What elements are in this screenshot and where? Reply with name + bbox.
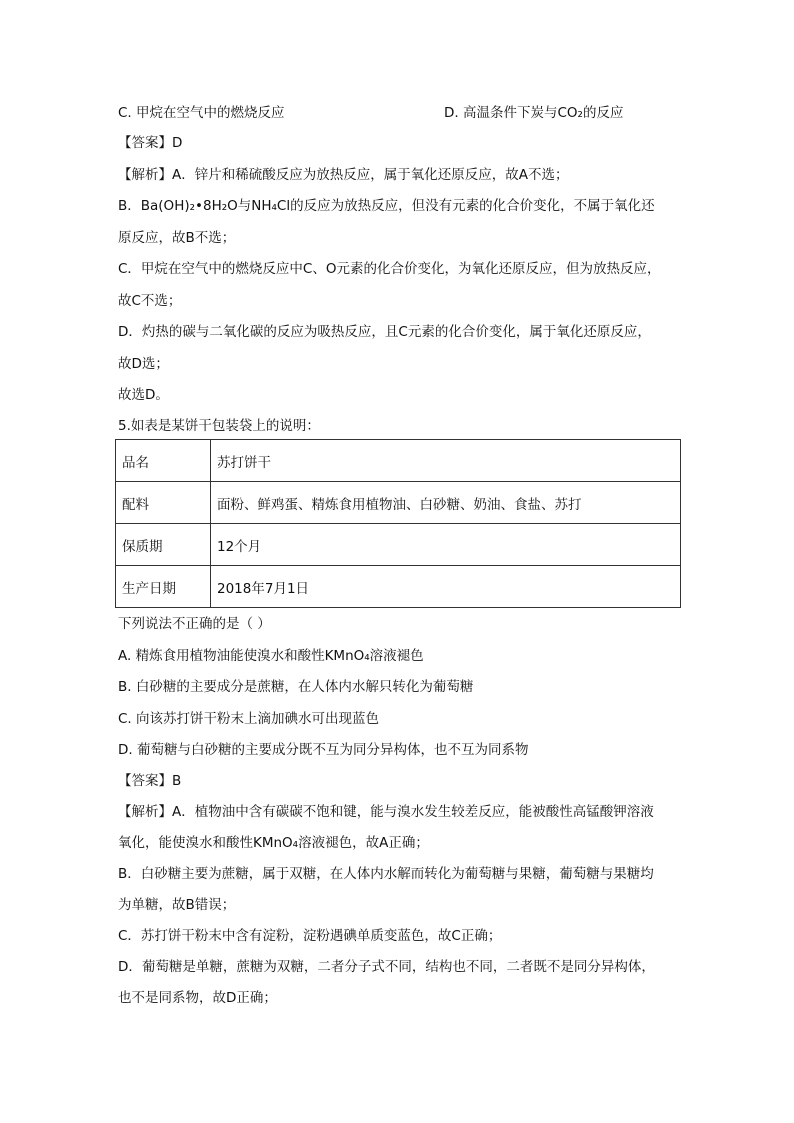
q4-explanation-line: 原反应，故B不选； (118, 230, 236, 246)
table-key: 生产日期 (116, 566, 211, 608)
biscuit-spec-table (115, 439, 681, 608)
q4-explanation-line: 故D选； (118, 356, 169, 372)
q5-option-a: A. 精炼食用植物油能使溴水和酸性KMnO₄溶液褪色 (118, 648, 424, 664)
table-key: 品名 (116, 440, 211, 482)
table-value: 苏打饼干 (211, 440, 681, 482)
q5-option-c: C. 向该苏打饼干粉末上滴加碘水可出现蓝色 (118, 711, 380, 727)
table-value: 面粉、鲜鸡蛋、精炼食用植物油、白砂糖、奶油、食盐、苏打 (211, 482, 681, 524)
table-row (116, 566, 681, 608)
q5-explanation-line: B．白砂糖主要为蔗糖，属于双糖，在人体内水解而转化为葡萄糖与果糖，葡萄糖与果糖均 (118, 866, 654, 882)
q5-stem: 5.如表是某饼干包装袋上的说明： (118, 418, 320, 434)
q4-explanation-line: C．甲烷在空气中的燃烧反应中C、O元素的化合价变化，为氧化还原反应，但为放热反应， (118, 261, 661, 277)
q4-conclusion: 故选D。 (118, 387, 169, 403)
q5-explanation-line: D．葡萄糖是单糖，蔗糖为双糖，二者分子式不同，结构也不同，二者既不是同分异构体， (118, 959, 655, 975)
q4-explanation-line: D．灼热的碳与二氧化碳的反应为吸热反应，且C元素的化合价变化，属于氧化还原反应， (118, 324, 651, 340)
q5-explanation-line: 也不是同系物，故D正确； (118, 990, 277, 1006)
table-value: 2018年7月1日 (211, 566, 681, 608)
table-row (116, 524, 681, 566)
table-key: 保质期 (116, 524, 211, 566)
q4-explanation-line: 【解析】A．锌片和稀硫酸反应为放热反应，属于氧化还原反应，故A不选； (118, 167, 569, 183)
q4-answer: 【答案】D (118, 135, 183, 151)
q5-explanation-line: 为单糖，故B错误； (118, 897, 236, 913)
table-row (116, 482, 681, 524)
table-value: 12个月 (211, 524, 681, 566)
q4-explanation-line: 故C不选； (118, 293, 182, 309)
q4-explanation-line: B．Ba(OH)₂•8H₂O与NH₄Cl的反应为放热反应，但没有元素的化合价变化，不属于氧化还 (118, 198, 655, 214)
table-row (116, 440, 681, 482)
q5-question: 下列说法不正确的是（ ） (118, 616, 271, 632)
q5-option-b: B. 白砂糖的主要成分是蔗糖，在人体内水解只转化为葡萄糖 (118, 679, 474, 695)
q4-option-c: C. 甲烷在空气中的燃烧反应 (118, 105, 285, 121)
q5-answer: 【答案】B (118, 773, 182, 789)
q5-explanation-line: 氧化，能使溴水和酸性KMnO₄溶液褪色，故A正确； (118, 835, 429, 851)
q4-option-d: D. 高温条件下炭与CO₂的反应 (444, 105, 624, 121)
q5-explanation-line: 【解析】A．植物油中含有碳碳不饱和键，能与溴水发生较差反应，能被酸性高锰酸钾溶液 (118, 804, 654, 820)
q5-option-d: D. 葡萄糖与白砂糖的主要成分既不互为同分异构体，也不互为同系物 (118, 742, 529, 758)
q5-explanation-line: C．苏打饼干粉末中含有淀粉，淀粉遇碘单质变蓝色，故C正确； (118, 928, 502, 944)
table-key: 配料 (116, 482, 211, 524)
